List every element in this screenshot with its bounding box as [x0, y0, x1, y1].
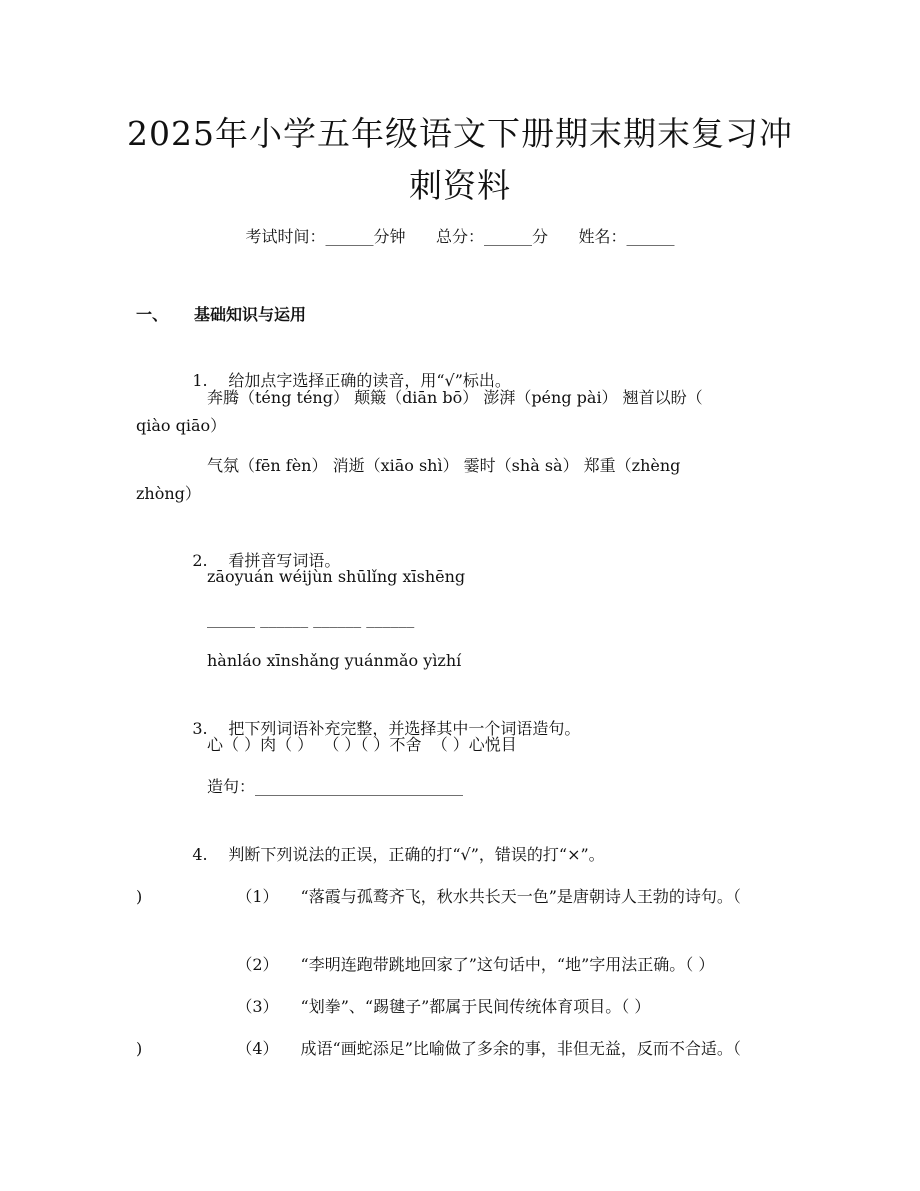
exam-info-line: 考试时间：______分钟 总分：______分 姓名：______ — [245, 227, 675, 246]
section-title: 基础知识与运用 — [194, 305, 307, 324]
question-number: 2. — [192, 551, 208, 570]
question-text: 把下列词语补充完整，并选择其中一个词语造句。 — [228, 719, 581, 738]
q4-item-cont: ) — [136, 1039, 143, 1058]
q1-options-row-1: 奔腾（téng téng） 颠簸（diān bō） 澎湃（péng pài） 翘首以盼（ — [207, 388, 703, 407]
q4-item-cont: ) — [136, 887, 143, 906]
question-text: 给加点字选择正确的读音，用“√”标出。 — [228, 371, 511, 390]
item-text: 成语“画蛇添足”比喻做了多余的事，非但无益，反而不合适。（ — [300, 1039, 741, 1058]
item-number: （1） — [236, 887, 279, 906]
q1-options-row-2-cont: zhòng） — [136, 484, 201, 503]
title-line-2: 刺资料 — [409, 166, 511, 205]
question-text: 看拼音写词语。 — [228, 551, 341, 570]
q2-pinyin-row-2: hànláo xīnshǎng yuánmǎo yìzhí — [207, 651, 462, 670]
section-number: 一、 — [136, 305, 169, 324]
question-number: 4. — [192, 845, 208, 864]
q2-pinyin-row-1: zāoyuán wéijùn shūlǐng xīshēng — [207, 567, 466, 586]
item-number: （2） — [236, 955, 279, 974]
document-title — [120, 108, 800, 212]
q2-answer-blanks: ______ ______ ______ ______ — [207, 609, 415, 628]
q3-sentence-line: 造句：__________________________ — [207, 777, 464, 796]
item-number: （3） — [236, 997, 279, 1016]
item-text: “落霞与孤鹜齐飞，秋水共长天一色”是唐朝诗人王勃的诗句。（ — [300, 887, 741, 906]
item-text: “划拳”、“踢毽子”都属于民间传统体育项目。（ ） — [300, 997, 651, 1016]
section-heading — [136, 302, 306, 325]
item-text: “李明连跑带跳地回家了”这句话中，“地”字用法正确。（ ） — [300, 955, 715, 974]
q1-options-row-1-cont: qiào qiāo） — [136, 416, 227, 435]
q3-idiom-blanks: 心（ ）肉（ ） （ ）（ ）不舍 （ ）心悦目 — [207, 735, 517, 754]
question-number: 3. — [192, 719, 208, 738]
q1-options-row-2: 气氛（fēn fèn） 消逝（xiāo shì） 霎时（shà sà） 郑重（zhèng — [207, 456, 681, 475]
item-number: （4） — [236, 1039, 279, 1058]
question-text: 判断下列说法的正误，正确的打“√”，错误的打“×”。 — [228, 845, 605, 864]
title-line-1: 2025年小学五年级语文下册期末期末复习冲 — [127, 114, 793, 153]
q4-item — [216, 858, 741, 936]
question-number: 1. — [192, 371, 208, 390]
q4-item — [216, 1010, 741, 1088]
